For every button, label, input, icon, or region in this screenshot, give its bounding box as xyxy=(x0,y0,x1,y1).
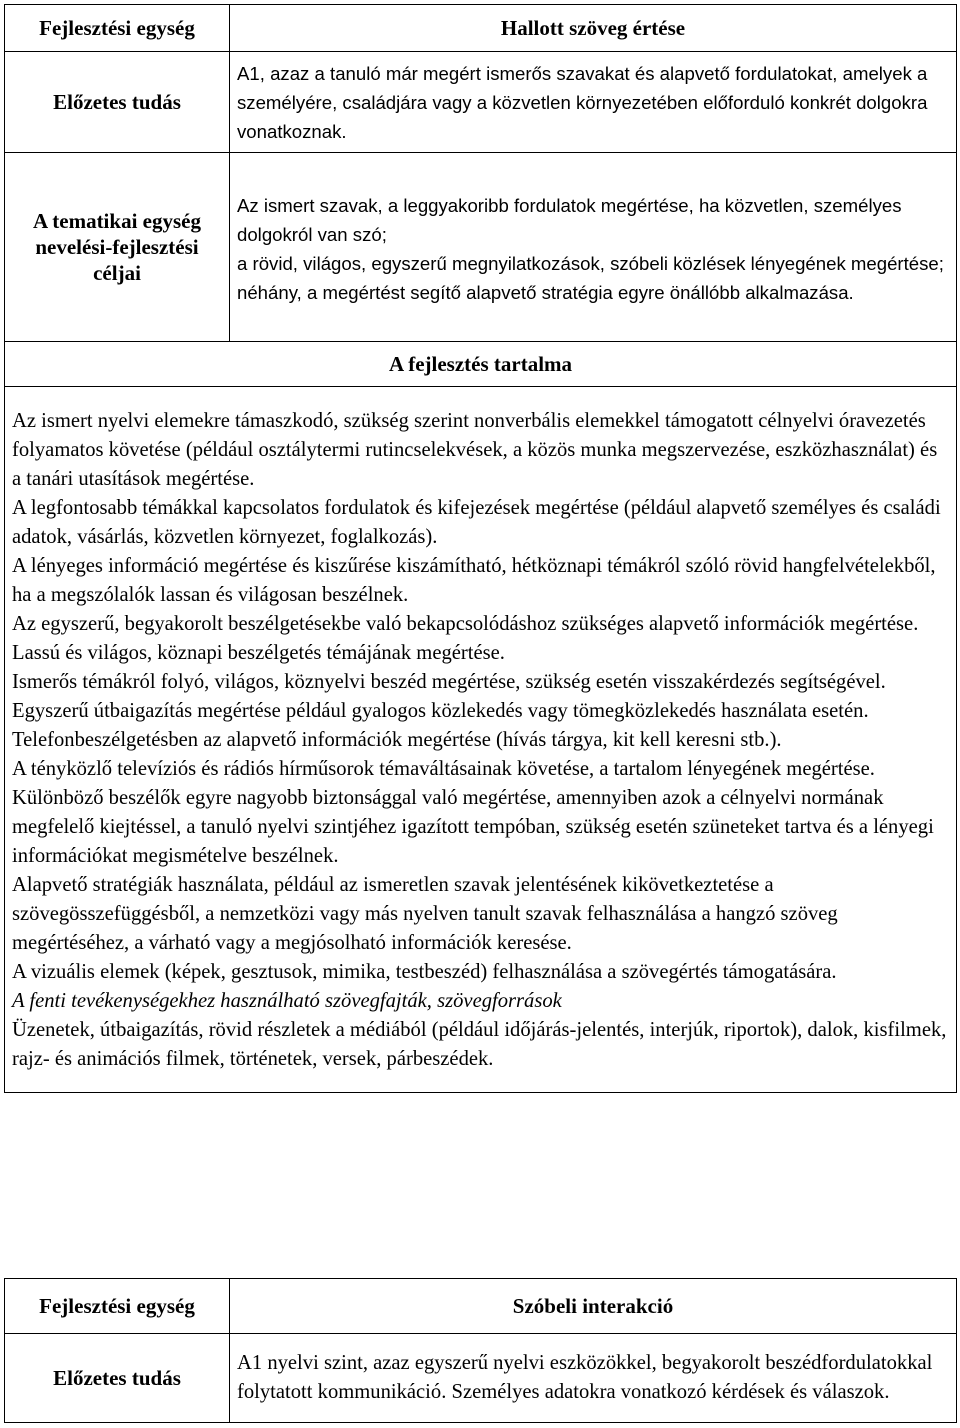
prior-text-cell xyxy=(230,1334,957,1423)
sources-text: Üzenetek, útbaigazítás, rövid részletek a médiából (például időjárás-jelentés, interjúk, riportok), dalok, kisfilmek, rajz- és animációs filmek, történetek, versek, párbeszédek. xyxy=(12,1019,947,1070)
curriculum-table-listening xyxy=(4,4,957,1093)
content-item: Az ismert nyelvi elemekre támaszkodó, szükség szerint nonverbális elemekkel támogatott célnyelvi óravezetés folyamatos követése (például osztálytermi rutincselekvések, a közös munka megszervezése, eszközhasználat) és a tanári utasítások megértése. xyxy=(12,410,938,490)
content-item: A vizuális elemek (képek, gesztusok, mimika, testbeszéd) felhasználása a szövegértés támogatására. xyxy=(12,961,837,983)
content-title: A fejlesztés tartalma xyxy=(388,352,573,376)
content-item: Ismerős témákról folyó, világos, köznyelvi beszéd megértése, szükség esetén visszakérdezés segítségével. xyxy=(12,671,886,693)
prior-label: Előzetes tudás xyxy=(53,90,181,114)
prior-text: A1, azaz a tanuló már megért ismerős szavakat és alapvető fordulatokat, amelyek a személyére, családjára vagy a közvetlen környezetében előforduló konkrét dolgokra vonatkoznak. xyxy=(237,62,928,142)
content-item: A legfontosabb témákkal kapcsolatos fordulatok és kifejezések megértése (például alapvető személyes és családi adatok, vásárlás, közvetlen környezet, foglalkozás). xyxy=(12,497,941,548)
goal-item: Az ismert szavak, a leggyakoribb fordulatok megértése, ha közvetlen, személyes dolgokról van szó; xyxy=(237,195,902,245)
prior-label: Előzetes tudás xyxy=(53,1366,181,1390)
prior-text: A1 nyelvi szint, azaz egyszerű nyelvi eszközökkel, begyakorolt beszédfordulatokkal folytatott kommunikáció. Személyes adatokra vonatkozó kérdések és válaszok. xyxy=(237,1352,933,1403)
prior-text-cell xyxy=(230,52,957,153)
content-item: Lassú és világos, köznapi beszélgetés témájának megértése. xyxy=(12,642,505,664)
unit-label-cell xyxy=(5,1279,230,1334)
unit-label: Fejlesztési egység xyxy=(39,16,195,40)
prior-label-cell xyxy=(5,1334,230,1423)
unit-label: Fejlesztési egység xyxy=(39,1294,195,1318)
content-item: A lényeges információ megértése és kiszűrése kiszámítható, hétköznapi témákról szóló rövid hangfelvételekből, ha a megszólalók lassan és világosan beszélnek. xyxy=(12,555,936,606)
content-row xyxy=(5,387,957,1093)
unit-title-cell xyxy=(230,5,957,52)
unit-row xyxy=(5,1279,957,1334)
content-cell xyxy=(5,387,957,1093)
goals-label-line: nevelési-fejlesztési xyxy=(35,235,199,259)
goals-label-line: céljai xyxy=(93,261,141,285)
goal-item: a rövid, világos, egyszerű megnyilatkozások, szóbeli közlések lényegének megértése; xyxy=(237,253,944,274)
content-item: Az egyszerű, begyakorolt beszélgetésekbe való bekapcsolódáshoz szükséges alapvető információk megértése. xyxy=(12,613,919,635)
content-item: Telefonbeszélgetésben az alapvető információk megértése (hívás tárgya, kit kell keresni stb.). xyxy=(12,729,782,751)
unit-label-cell xyxy=(5,5,230,52)
goals-label-line: A tematikai egység xyxy=(33,209,201,233)
unit-row xyxy=(5,5,957,52)
prior-knowledge-row xyxy=(5,1334,957,1423)
prior-label-cell xyxy=(5,52,230,153)
content-item: Alapvető stratégiák használata, például az ismeretlen szavak jelentésének kikövetkeztetése a szövegösszefüggésből, a nemzetközi vagy más nyelven tanult szavak felhasználása a hangzó szöveg megértéséhez, a várható vagy a megjósolható információk keresése. xyxy=(12,874,838,954)
unit-title-cell xyxy=(230,1279,957,1334)
sources-title: A fenti tevékenységekhez használható szövegfajták, szövegforrások xyxy=(12,990,562,1012)
content-item: Különböző beszélők egyre nagyobb biztonsággal való megértése, amennyiben azok a célnyelvi normának megfelelő kiejtéssel, a tanuló nyelvi szintjéhez igazított tempóban, szükség esetén szüneteket tartva és a lényegi információkat megismételve beszélnek. xyxy=(12,787,934,867)
unit-title: Hallott szöveg értése xyxy=(500,16,686,40)
prior-knowledge-row xyxy=(5,52,957,153)
goals-row xyxy=(5,153,957,342)
goal-item: néhány, a megértést segítő alapvető stratégia egyre önállóbb alkalmazása. xyxy=(237,282,854,303)
goals-label-cell xyxy=(5,153,230,342)
goals-cell xyxy=(230,153,957,342)
content-title-cell xyxy=(5,342,957,387)
curriculum-table-interaction xyxy=(4,1278,957,1423)
content-title-row xyxy=(5,342,957,387)
content-item: A tényközlő televíziós és rádiós hírműsorok témaváltásainak követése, a tartalom lényegének megértése. xyxy=(12,758,875,780)
content-item: Egyszerű útbaigazítás megértése például gyalogos közlekedés vagy tömegközlekedés használata esetén. xyxy=(12,700,869,722)
unit-title: Szóbeli interakció xyxy=(512,1294,674,1318)
